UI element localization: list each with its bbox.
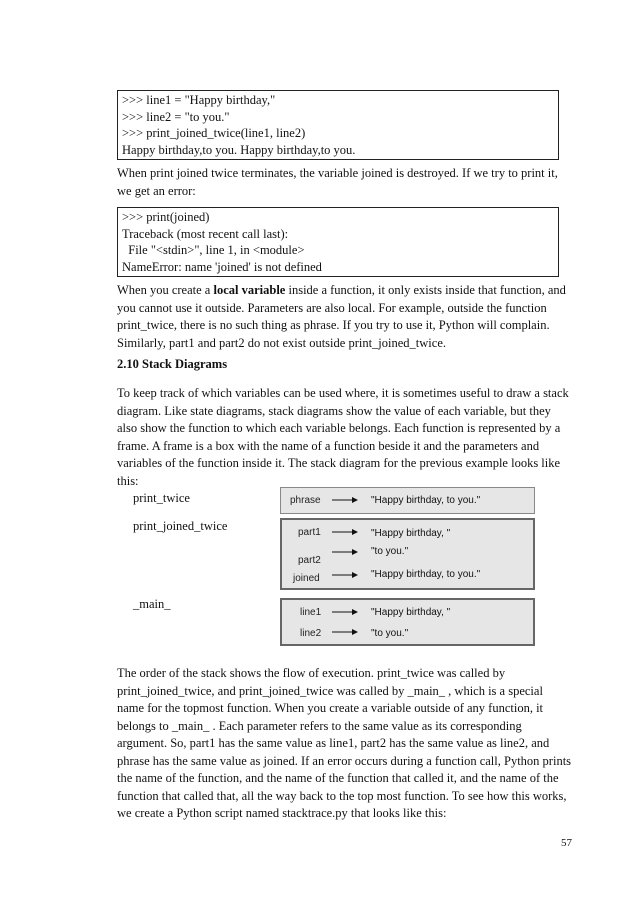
var-name: part2: [298, 555, 321, 566]
code-block-error: [117, 207, 559, 277]
code-line: >>> print(joined): [122, 210, 210, 224]
code-block-assignment: [117, 90, 559, 160]
var-value: "Happy birthday, to you.": [371, 495, 481, 506]
code-line: >>> line2 = "to you.": [122, 109, 230, 124]
arrow-icon: [332, 496, 358, 504]
arrow-icon: [332, 608, 358, 616]
arrow-icon: [332, 571, 358, 579]
var-value: "Happy birthday, ": [371, 607, 451, 618]
text-run: inside a function, it only exists inside that function, and you cannot use it outside. Parameters are also local. For example, outside the function print_twice, there is no such thing as phrase. If you try to use it, Python will complain. Similarly, part1 and part2 do not exist outside print_joined_twice.: [117, 283, 566, 350]
var-value: "to you.": [371, 546, 409, 557]
code-line: File "<stdin>", line 1, in <module>: [122, 243, 305, 257]
code-line: Happy birthday,to you. Happy birthday,to you.: [122, 142, 356, 157]
var-value: "to you.": [371, 628, 409, 639]
paragraph-flow-of-execution: The order of the stack shows the flow of execution. print_twice was called by print_joined_twice, and print_joined_twice was called by _main_ , which is a special name for the topmost function. When you create a variable outside of any function, it belongs to _main_ . Each parameter refers to the same value as its corresponding argument. So, part1 has the same value as line1, part2 has the same value as line2, and phrase has the same value as joined. If an error occurs during a function call, Python prints the name of the function, and the name of the function that called it, and the name of the function that called that, all the way back to the top most function. To see how this works, we create a Python script named stacktrace.py that looks like this:: [117, 666, 572, 820]
var-name: line2: [300, 628, 322, 639]
arrow-icon: [332, 548, 358, 556]
var-value: "Happy birthday, ": [371, 528, 451, 539]
paragraph-stack-diagrams: To keep track of which variables can be used where, it is sometimes useful to draw a stack diagram. Like state diagrams, stack diagrams show the value of each variable, but they also show the function to which each variable belongs. Each function is represented by a frame. A frame is a box with the name of a function beside it and the parameters and variables of the function inside it. The stack diagram for the previous example looks like this:: [117, 386, 569, 488]
code-line: NameError: name 'joined' is not defined: [122, 259, 322, 274]
term-local-variable: local variable: [213, 283, 286, 297]
frame-label-print-joined-twice: print_joined_twice: [133, 519, 228, 533]
code-line: >>> line1 = "Happy birthday,": [122, 93, 276, 107]
text-run: When you create a: [117, 283, 214, 297]
var-name: phrase: [290, 495, 321, 506]
var-name: line1: [300, 607, 322, 618]
var-value: "Happy birthday, to you.": [371, 569, 481, 580]
paragraph-joined-destroyed: When print joined twice terminates, the variable joined is destroyed. If we try to print it, we get an error:: [117, 166, 558, 198]
paragraph-local-variable: [117, 282, 572, 352]
frame-label-main: _main_: [133, 597, 171, 611]
arrow-icon: [332, 528, 358, 536]
var-name: part1: [298, 527, 321, 538]
section-heading: 2.10 Stack Diagrams: [117, 357, 228, 371]
var-name: joined: [293, 573, 320, 584]
frame-label-print-twice: print_twice: [133, 491, 190, 505]
code-line: Traceback (most recent call last):: [122, 226, 289, 241]
page-number: 57: [561, 837, 572, 849]
code-line: >>> print_joined_twice(line1, line2): [122, 126, 306, 140]
arrow-icon: [332, 628, 358, 636]
